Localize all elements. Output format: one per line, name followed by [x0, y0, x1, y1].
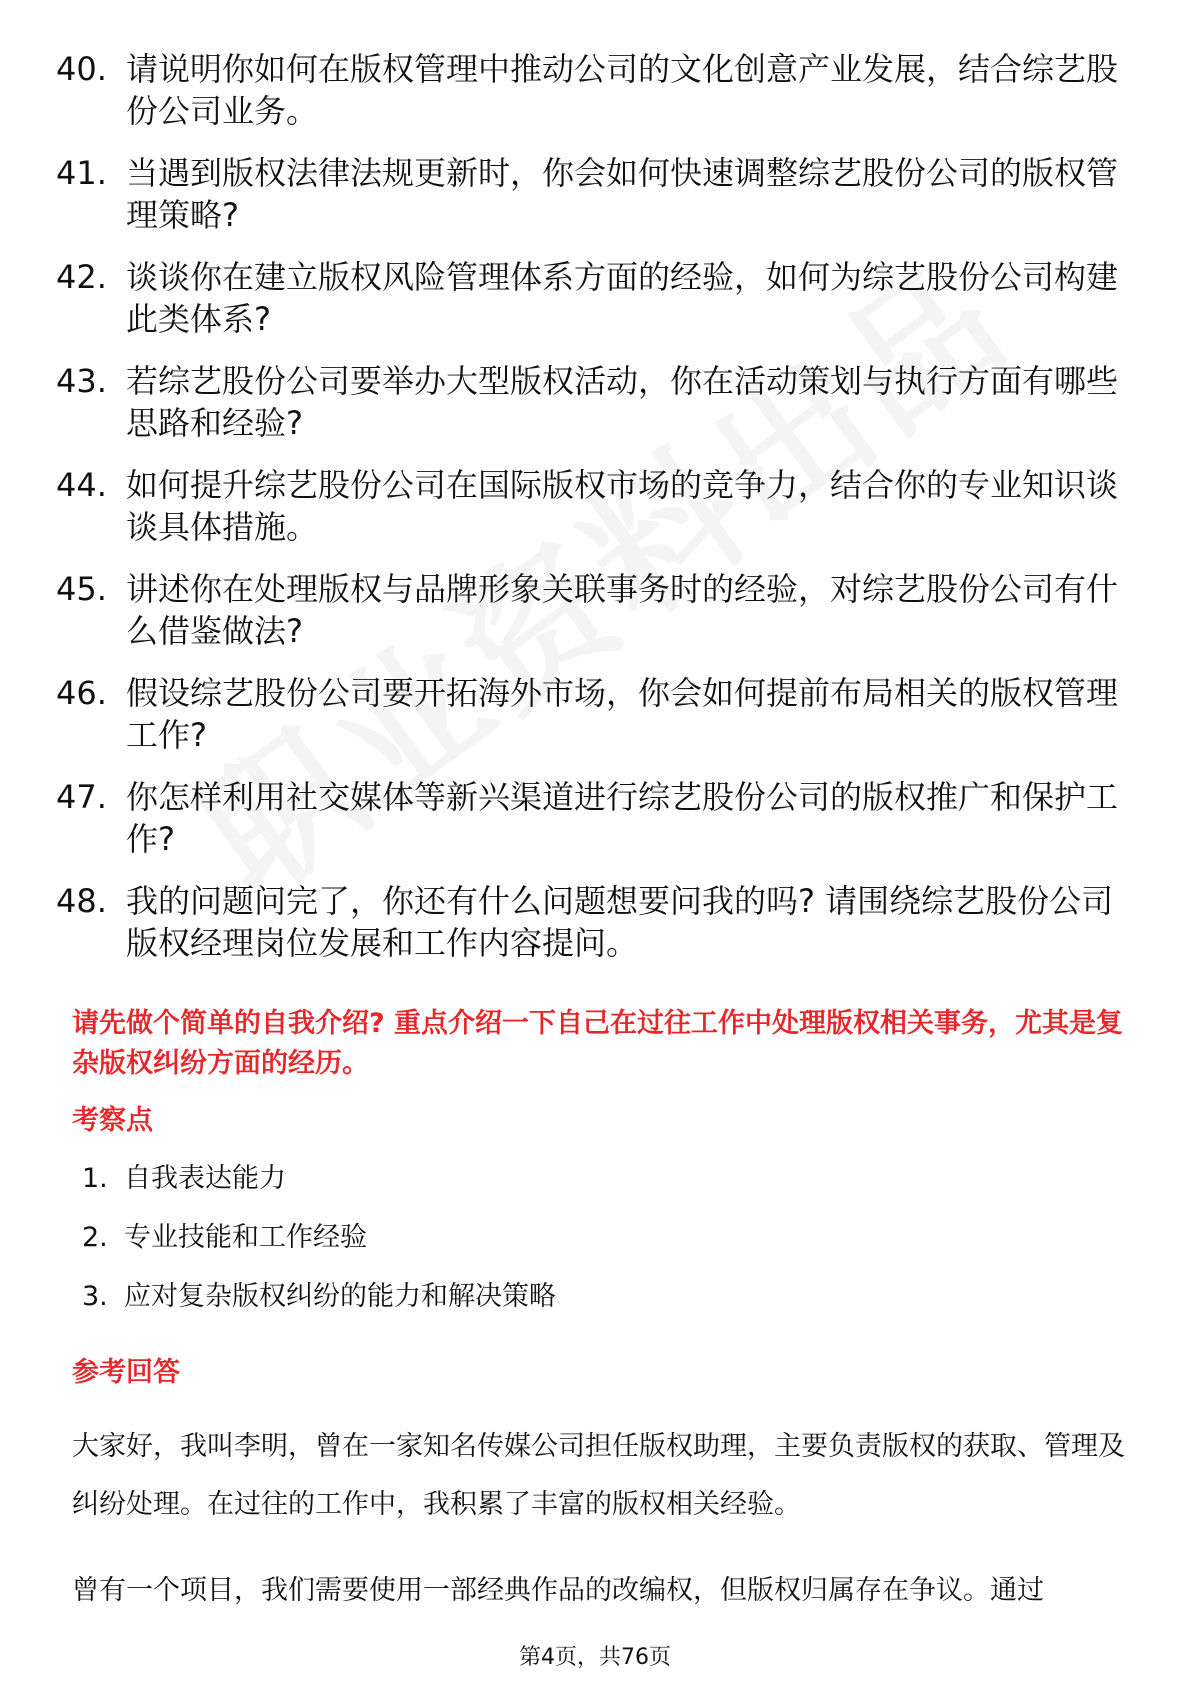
focus-point — [82, 1278, 556, 1316]
focus-point — [82, 1219, 556, 1257]
question-item — [56, 256, 1136, 340]
page-footer: 第4页，共76页 — [519, 1645, 671, 1670]
question-text: 如何提升综艺股份公司在国际版权市场的竞争力，结合你的专业知识谈谈具体措施。 — [126, 466, 1119, 546]
question-text: 请说明你如何在版权管理中推动公司的文化创意产业发展，结合综艺股份公司业务。 — [126, 50, 1119, 130]
question-item — [56, 152, 1136, 236]
question-number: 43. — [56, 362, 107, 400]
question-item — [56, 880, 1136, 964]
question-number: 40. — [56, 50, 107, 88]
question-number: 44. — [56, 466, 107, 504]
focus-point-number: 1. — [82, 1163, 108, 1194]
question-number: 41. — [56, 154, 107, 192]
question-text: 讲述你在处理版权与品牌形象关联事务时的经验，对综艺股份公司有什么借鉴做法? — [126, 570, 1119, 650]
question-number: 48. — [56, 882, 107, 920]
answer-paragraph: 曾有一个项目，我们需要使用一部经典作品的改编权，但版权归属存在争议。通过 — [72, 1575, 1044, 1606]
question-item — [56, 360, 1136, 444]
question-item — [56, 568, 1136, 652]
question-list — [56, 48, 1136, 984]
question-item — [56, 464, 1136, 548]
answer-paragraph: 大家好，我叫李明，曾在一家知名传媒公司担任版权助理，主要负责版权的获取、管理及纠纷处理。在过往的工作中，我积累了丰富的版权相关经验。 — [72, 1431, 1125, 1520]
question-number: 42. — [56, 258, 107, 296]
focus-point-number: 2. — [82, 1222, 108, 1253]
focus-point-text: 应对复杂版权纠纷的能力和解决策略 — [124, 1281, 556, 1312]
question-item — [56, 672, 1136, 756]
question-text: 假设综艺股份公司要开拓海外市场，你会如何提前布局相关的版权管理工作? — [126, 674, 1119, 754]
featured-question: 请先做个简单的自我介绍? 重点介绍一下自己在过往工作中处理版权相关事务，尤其是复杂版权纠纷方面的经历。 — [72, 1008, 1124, 1079]
focus-point-list — [82, 1160, 556, 1337]
focus-point-text: 专业技能和工作经验 — [124, 1222, 367, 1253]
question-item — [56, 776, 1136, 860]
question-item — [56, 48, 1136, 132]
question-text: 谈谈你在建立版权风险管理体系方面的经验，如何为综艺股份公司构建此类体系? — [126, 258, 1119, 338]
question-text: 我的问题问完了，你还有什么问题想要问我的吗? 请围绕综艺股份公司版权经理岗位发展和工作内容提问。 — [126, 882, 1114, 962]
question-text: 当遇到版权法律法规更新时，你会如何快速调整综艺股份公司的版权管理策略? — [126, 154, 1119, 234]
question-text: 你怎样利用社交媒体等新兴渠道进行综艺股份公司的版权推广和保护工作? — [126, 778, 1119, 858]
focus-point — [82, 1160, 556, 1198]
focus-point-number: 3. — [82, 1281, 108, 1312]
question-number: 45. — [56, 570, 107, 608]
answer-heading: 参考回答 — [72, 1357, 180, 1388]
focus-heading: 考察点 — [72, 1105, 153, 1136]
question-number: 46. — [56, 674, 107, 712]
focus-point-text: 自我表达能力 — [124, 1163, 286, 1194]
question-text: 若综艺股份公司要举办大型版权活动，你在活动策划与执行方面有哪些思路和经验? — [126, 362, 1119, 442]
question-number: 47. — [56, 778, 107, 816]
